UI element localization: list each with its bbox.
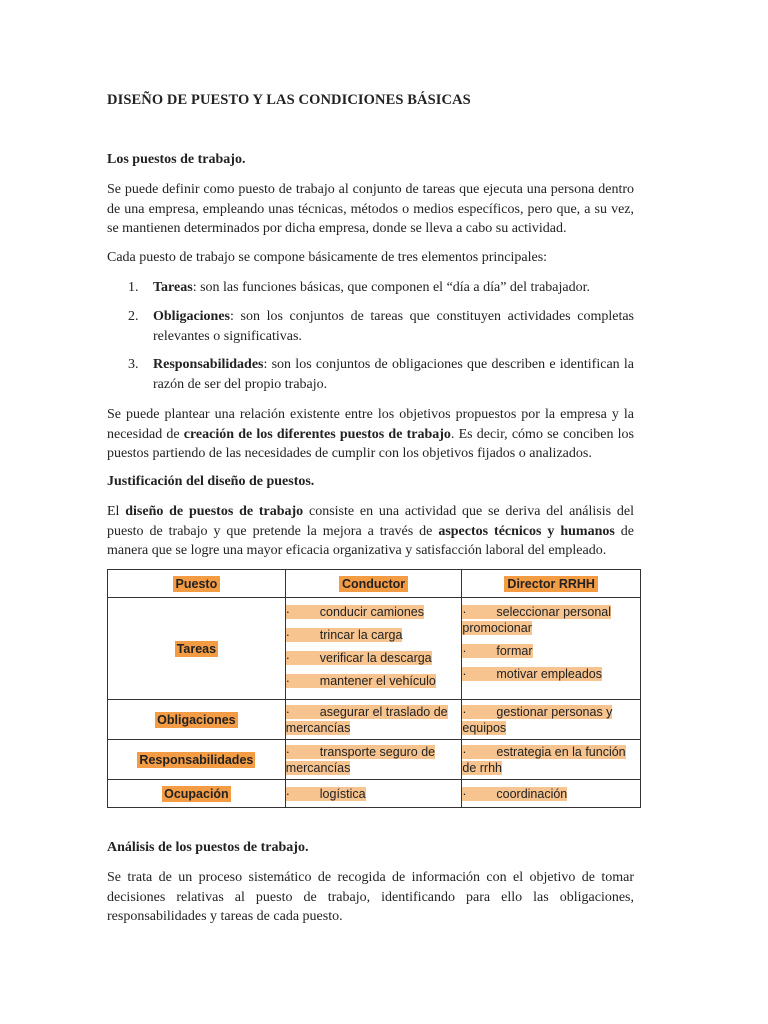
header-conductor: Conductor — [339, 576, 408, 592]
bold-phrase: creación de los diferentes puestos de trabajo — [183, 426, 451, 442]
table-cell-item: · transporte seguro de mercancías — [285, 744, 436, 775]
section-heading-analisis: Análisis de los puestos de trabajo. — [107, 840, 309, 855]
list-text: : son los conjuntos de tareas que constituyen actividades completas relevantes o significativas. — [153, 309, 634, 344]
table-cell-item: · mantener el vehículo — [285, 674, 436, 688]
section-heading-justificacion: Justificación del diseño de puestos. — [107, 474, 315, 489]
table-cell-item: · formar — [462, 644, 533, 658]
bold-phrase: aspectos técnicos y humanos — [438, 523, 615, 539]
table-cell-item: · estrategia en la función de rrhh — [462, 744, 626, 775]
list-number: 1. — [128, 280, 139, 295]
list-item-responsabilidades — [128, 355, 634, 394]
paragraph-definition: Se puede definir como puesto de trabajo al conjunto de tareas que ejecuta una persona dentro de una empresa, empleando unas técnicas, métodos o medios específicos, pero que, a su vez, se mantienen determinados por dicha empresa, donde se lleva a cabo su actividad. — [107, 182, 634, 236]
table-cell-item: · gestionar personas y equipos — [462, 704, 613, 735]
list-number: 3. — [128, 357, 139, 372]
row-label: Responsabilidades — [139, 752, 254, 767]
table-row-ocupacion — [108, 780, 641, 808]
table-row-tareas — [108, 598, 641, 700]
document-title: DISEÑO DE PUESTO Y LAS CONDICIONES BÁSICAS — [107, 92, 471, 108]
table-row-responsabilidades — [108, 740, 641, 780]
list-term: Tareas — [153, 280, 193, 295]
table-cell-item: · trincar la carga — [285, 628, 403, 642]
row-label: Obligaciones — [157, 712, 236, 727]
table-cell-item: · conducir camiones — [285, 605, 424, 619]
header-puesto: Puesto — [173, 576, 221, 592]
list-term: Obligaciones — [153, 309, 231, 324]
list-text: : son los conjuntos de obligaciones que describen e identifican la razón de ser del propio trabajo. — [153, 357, 634, 392]
row-label: Ocupación — [164, 786, 229, 801]
row-label: Tareas — [176, 641, 217, 656]
list-item-obligaciones — [128, 307, 634, 346]
list-item-tareas — [128, 278, 634, 298]
table-cell-item: · asegurar el traslado de mercancías — [285, 704, 448, 735]
table-cell-item: · coordinación — [462, 786, 568, 801]
section-heading-puestos: Los puestos de trabajo. — [107, 152, 246, 167]
table-cell-item: · motivar empleados — [462, 667, 602, 681]
paragraph-analisis: Se trata de un proceso sistemático de recogida de información con el objetivo de tomar decisiones relativas al puesto de trabajo, identificando para ello las obligaciones, responsabilidades y tareas de cada puesto. — [107, 870, 634, 924]
table-cell-item: · logística — [285, 786, 366, 801]
list-term: Responsabilidades — [153, 357, 264, 372]
paragraph-relation: Se puede plantear una relación existente entre los objetivos propuestos por la empresa y la necesidad de creación de los diferentes puestos de trabajo. Es decir, cómo se conciben los puestos partiendo de las necesidades de cumplir con los objetivos fijados o analizados. — [107, 407, 634, 461]
list-number: 2. — [128, 309, 139, 324]
table-header-row — [108, 570, 641, 598]
paragraph-justificacion: El diseño de puestos de trabajo consiste en una actividad que se deriva del análisis del puesto de trabajo y que pretende la mejora a través de aspectos técnicos y humanos de manera que se logre una mayor eficacia organizativa y satisfacción laboral del empleado. — [107, 504, 635, 558]
table-cell-item: · verificar la descarga — [285, 651, 432, 665]
paragraph-elements-intro: Cada puesto de trabajo se compone básicamente de tres elementos principales: — [107, 250, 548, 265]
bold-phrase: diseño de puestos de trabajo — [125, 504, 304, 519]
table-row-obligaciones — [108, 700, 641, 740]
list-text: : son las funciones básicas, que componen el “día a día” del trabajador. — [192, 280, 590, 295]
table-cell-item: · seleccionar personal promocionar — [462, 605, 612, 635]
header-director: Director RRHH — [504, 576, 598, 592]
puestos-table — [107, 569, 641, 808]
